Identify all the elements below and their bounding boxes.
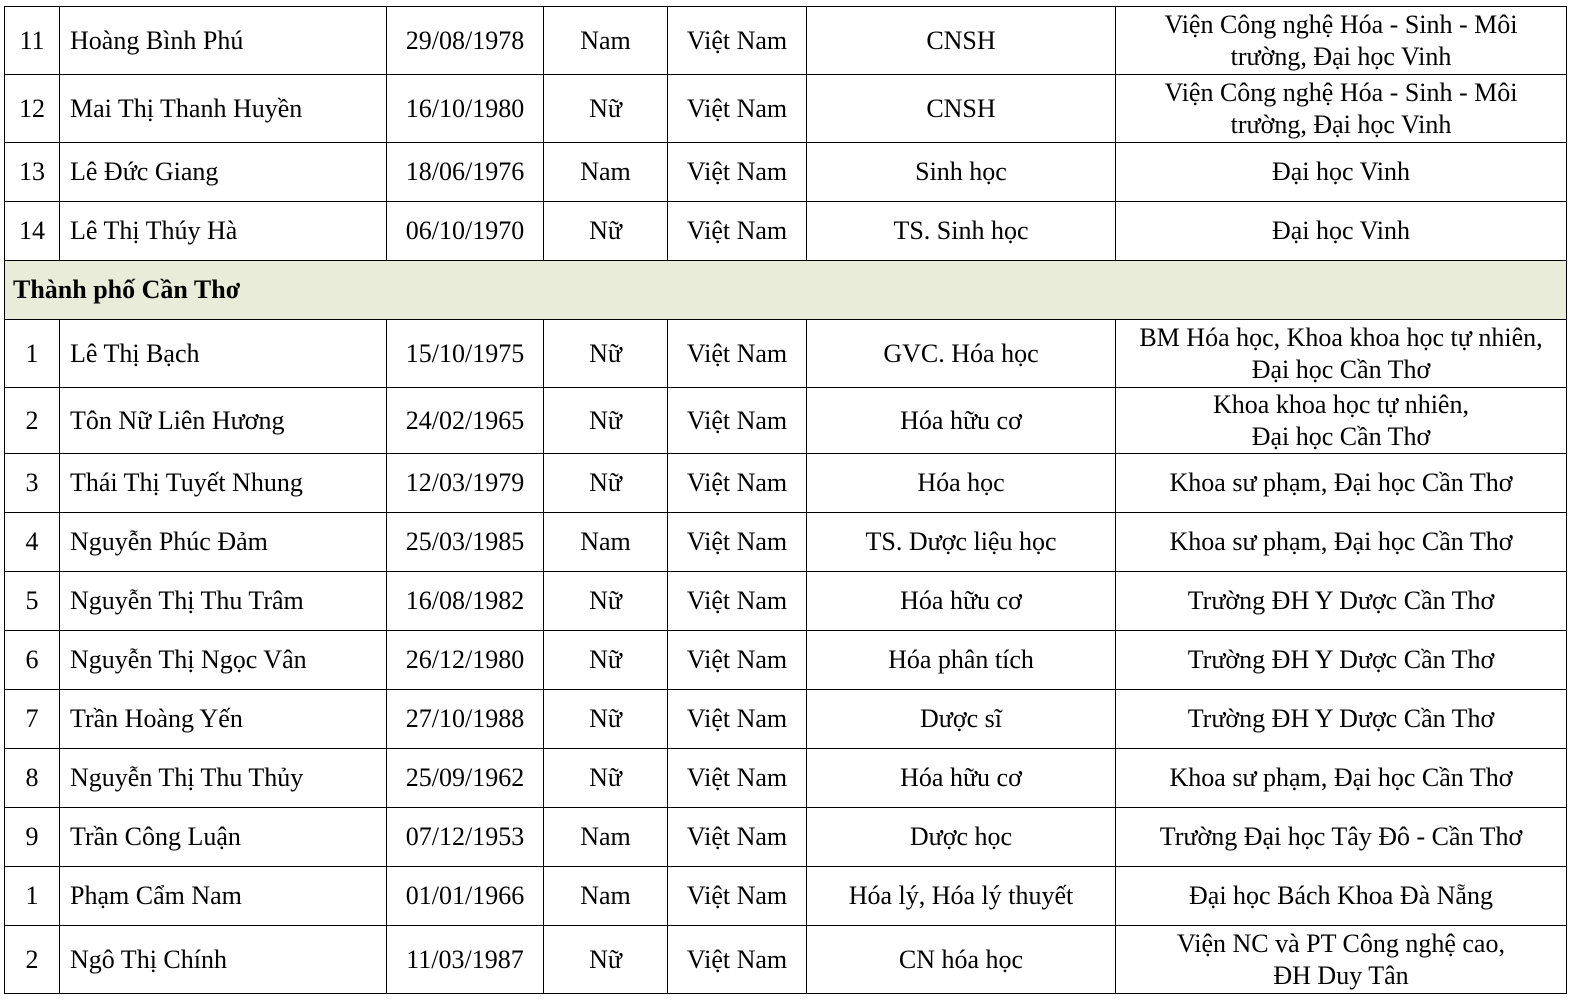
col-unit — [1116, 454, 1567, 513]
col-specialty: Dược sĩ — [807, 690, 1116, 749]
col-stt: 2 — [5, 388, 60, 454]
table-row — [5, 388, 1567, 454]
unit-line-1: BM Hóa học, Khoa khoa học tự nhiên, — [1139, 322, 1543, 352]
col-dob: 07/12/1953 — [387, 808, 544, 867]
col-specialty: Hóa học — [807, 454, 1116, 513]
col-gender: Nữ — [544, 75, 668, 143]
col-unit — [1116, 926, 1567, 994]
col-gender: Nữ — [544, 388, 668, 454]
col-name: Phạm Cẩm Nam — [60, 867, 387, 926]
col-unit — [1116, 143, 1567, 202]
unit-line-1: Trường ĐH Y Dược Cần Thơ — [1187, 586, 1495, 615]
col-name: Nguyễn Thị Ngọc Vân — [60, 631, 387, 690]
table-row — [5, 631, 1567, 690]
col-gender: Nữ — [544, 749, 668, 808]
col-specialty: TS. Dược liệu học — [807, 513, 1116, 572]
col-specialty: Sinh học — [807, 143, 1116, 202]
col-unit — [1116, 202, 1567, 261]
unit-line-1: Trường Đại học Tây Đô - Cần Thơ — [1159, 822, 1523, 851]
col-dob: 12/03/1979 — [387, 454, 544, 513]
col-dob: 15/10/1975 — [387, 320, 544, 388]
unit-line-2: ĐH Duy Tân — [1273, 960, 1409, 990]
col-specialty: Hóa phân tích — [807, 631, 1116, 690]
col-specialty: Dược học — [807, 808, 1116, 867]
col-unit — [1116, 513, 1567, 572]
table-row — [5, 75, 1567, 143]
col-gender: Nam — [544, 808, 668, 867]
col-gender: Nữ — [544, 572, 668, 631]
col-dob: 29/08/1978 — [387, 7, 544, 75]
unit-line-1: Khoa khoa học tự nhiên, — [1213, 389, 1469, 419]
col-specialty: Hóa lý, Hóa lý thuyết — [807, 867, 1116, 926]
col-name: Mai Thị Thanh Huyền — [60, 75, 387, 143]
col-stt: 12 — [5, 75, 60, 143]
col-dob: 16/08/1982 — [387, 572, 544, 631]
col-unit — [1116, 7, 1567, 75]
col-gender: Nữ — [544, 631, 668, 690]
col-nationality: Việt Nam — [668, 808, 807, 867]
col-stt: 7 — [5, 690, 60, 749]
col-specialty: CNSH — [807, 7, 1116, 75]
table-row — [5, 7, 1567, 75]
col-gender: Nữ — [544, 690, 668, 749]
col-specialty: TS. Sinh học — [807, 202, 1116, 261]
table-row — [5, 513, 1567, 572]
col-specialty: Hóa hữu cơ — [807, 749, 1116, 808]
col-gender: Nam — [544, 513, 668, 572]
col-stt: 5 — [5, 572, 60, 631]
col-nationality: Việt Nam — [668, 388, 807, 454]
unit-line-2: trường, Đại học Vinh — [1230, 41, 1452, 71]
unit-line-2: trường, Đại học Vinh — [1230, 109, 1452, 139]
col-dob: 11/03/1987 — [387, 926, 544, 994]
col-unit — [1116, 572, 1567, 631]
col-nationality: Việt Nam — [668, 926, 807, 994]
col-name: Nguyễn Phúc Đảm — [60, 513, 387, 572]
col-specialty: CN hóa học — [807, 926, 1116, 994]
col-unit — [1116, 388, 1567, 454]
unit-line-2: Đại học Cần Thơ — [1251, 354, 1431, 384]
col-gender: Nữ — [544, 454, 668, 513]
col-stt: 13 — [5, 143, 60, 202]
unit-line-1: Khoa sư phạm, Đại học Cần Thơ — [1169, 763, 1513, 792]
unit-line-1: Đại học Bách Khoa Đà Nẵng — [1189, 881, 1493, 910]
expert-list-table — [4, 6, 1567, 994]
col-name: Nguyễn Thị Thu Thủy — [60, 749, 387, 808]
col-specialty: Hóa hữu cơ — [807, 388, 1116, 454]
col-dob: 24/02/1965 — [387, 388, 544, 454]
col-gender: Nữ — [544, 202, 668, 261]
col-name: Nguyễn Thị Thu Trâm — [60, 572, 387, 631]
col-name: Tôn Nữ Liên Hương — [60, 388, 387, 454]
section-title: Thành phố Cần Thơ — [5, 261, 1567, 320]
col-name: Trần Công Luận — [60, 808, 387, 867]
col-stt: 11 — [5, 7, 60, 75]
unit-line-2: Đại học Cần Thơ — [1251, 421, 1431, 451]
col-dob: 16/10/1980 — [387, 75, 544, 143]
col-unit — [1116, 631, 1567, 690]
unit-line-1: Khoa sư phạm, Đại học Cần Thơ — [1169, 468, 1513, 497]
col-nationality: Việt Nam — [668, 143, 807, 202]
unit-line-1: Khoa sư phạm, Đại học Cần Thơ — [1169, 527, 1513, 556]
table-row — [5, 867, 1567, 926]
table-row — [5, 749, 1567, 808]
table-row — [5, 808, 1567, 867]
table-body-top — [5, 7, 1567, 261]
col-name: Lê Thị Thúy Hà — [60, 202, 387, 261]
col-unit — [1116, 320, 1567, 388]
col-nationality: Việt Nam — [668, 75, 807, 143]
col-nationality: Việt Nam — [668, 513, 807, 572]
col-specialty: GVC. Hóa học — [807, 320, 1116, 388]
col-nationality: Việt Nam — [668, 690, 807, 749]
col-unit — [1116, 75, 1567, 143]
section-header — [5, 261, 1567, 320]
col-dob: 25/09/1962 — [387, 749, 544, 808]
table-row — [5, 572, 1567, 631]
col-unit — [1116, 690, 1567, 749]
col-gender: Nữ — [544, 926, 668, 994]
col-stt: 2 — [5, 926, 60, 994]
col-stt: 3 — [5, 454, 60, 513]
col-unit — [1116, 749, 1567, 808]
col-gender: Nữ — [544, 320, 668, 388]
table-body-bottom — [5, 320, 1567, 994]
col-stt: 9 — [5, 808, 60, 867]
col-dob: 18/06/1976 — [387, 143, 544, 202]
unit-line-1: Trường ĐH Y Dược Cần Thơ — [1187, 645, 1495, 674]
col-name: Lê Thị Bạch — [60, 320, 387, 388]
col-stt: 14 — [5, 202, 60, 261]
col-nationality: Việt Nam — [668, 631, 807, 690]
col-dob: 06/10/1970 — [387, 202, 544, 261]
unit-line-1: Đại học Vinh — [1271, 216, 1411, 245]
col-gender: Nam — [544, 7, 668, 75]
col-name: Trần Hoàng Yến — [60, 690, 387, 749]
unit-line-1: Viện NC và PT Công nghệ cao, — [1177, 928, 1505, 958]
unit-line-1: Đại học Vinh — [1271, 157, 1411, 186]
col-specialty: Hóa hữu cơ — [807, 572, 1116, 631]
unit-line-1: Viện Công nghệ Hóa - Sinh - Môi — [1164, 77, 1518, 107]
table-row — [5, 454, 1567, 513]
col-gender: Nam — [544, 143, 668, 202]
col-nationality: Việt Nam — [668, 867, 807, 926]
col-dob: 27/10/1988 — [387, 690, 544, 749]
col-nationality: Việt Nam — [668, 320, 807, 388]
col-name: Hoàng Bình Phú — [60, 7, 387, 75]
col-stt: 4 — [5, 513, 60, 572]
col-nationality: Việt Nam — [668, 572, 807, 631]
col-dob: 01/01/1966 — [387, 867, 544, 926]
col-dob: 25/03/1985 — [387, 513, 544, 572]
col-stt: 6 — [5, 631, 60, 690]
table-row — [5, 320, 1567, 388]
unit-line-1: Trường ĐH Y Dược Cần Thơ — [1187, 704, 1495, 733]
col-nationality: Việt Nam — [668, 454, 807, 513]
col-gender: Nam — [544, 867, 668, 926]
col-dob: 26/12/1980 — [387, 631, 544, 690]
col-stt: 1 — [5, 867, 60, 926]
table-row — [5, 202, 1567, 261]
col-name: Thái Thị Tuyết Nhung — [60, 454, 387, 513]
col-unit — [1116, 808, 1567, 867]
col-unit — [1116, 867, 1567, 926]
col-name: Ngô Thị Chính — [60, 926, 387, 994]
table-row — [5, 143, 1567, 202]
col-nationality: Việt Nam — [668, 7, 807, 75]
table-row — [5, 926, 1567, 994]
col-stt: 8 — [5, 749, 60, 808]
col-nationality: Việt Nam — [668, 749, 807, 808]
col-nationality: Việt Nam — [668, 202, 807, 261]
table-row — [5, 690, 1567, 749]
col-name: Lê Đức Giang — [60, 143, 387, 202]
unit-line-1: Viện Công nghệ Hóa - Sinh - Môi — [1164, 9, 1518, 39]
col-specialty: CNSH — [807, 75, 1116, 143]
section-row — [5, 261, 1567, 320]
col-stt: 1 — [5, 320, 60, 388]
